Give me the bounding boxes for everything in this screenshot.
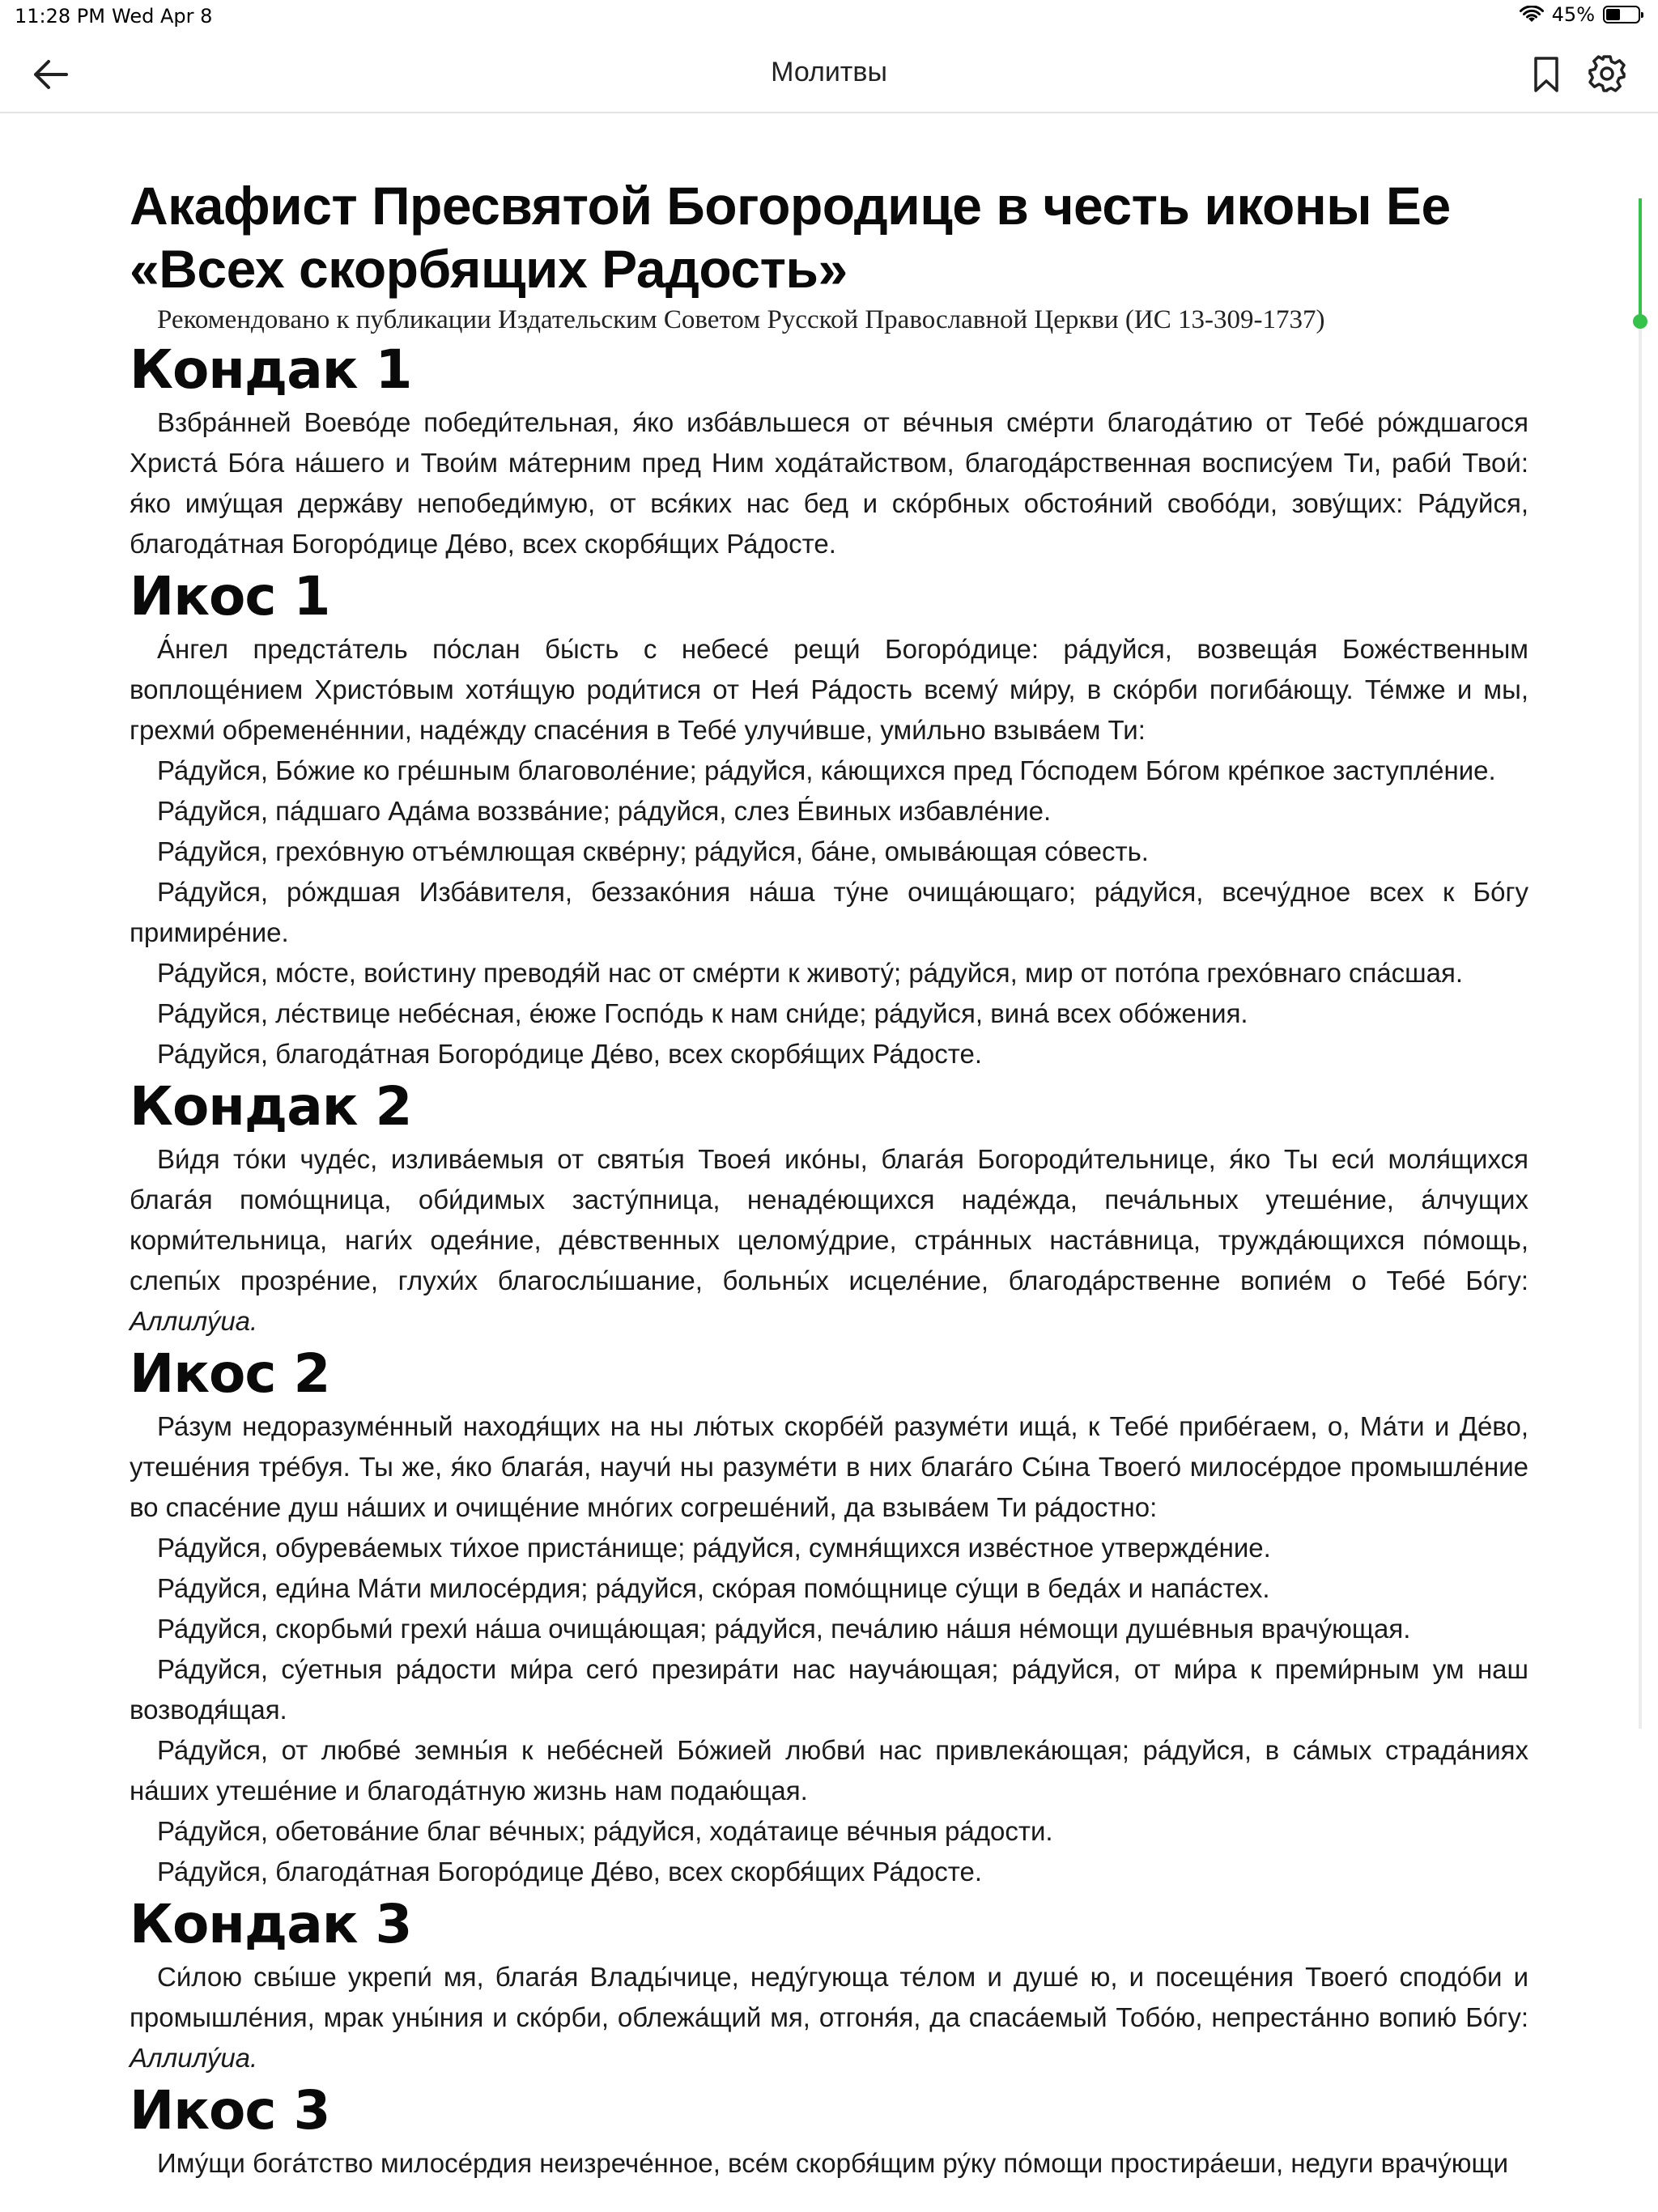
reader-content — [130, 174, 1528, 2184]
paragraph-text: Ра́дуйся, обетова́ние благ ве́чных; ра́дуйся, хода́таице ве́чныя ра́дости. — [157, 1816, 1053, 1846]
section-heading: Икос 3 — [130, 2079, 330, 2142]
prayer-paragraph — [130, 1406, 1528, 1528]
prayer-paragraph — [130, 791, 1528, 832]
prayer-paragraph — [130, 1852, 1528, 1892]
scroll-progress-bar — [1639, 198, 1642, 321]
status-date: Wed Apr 8 — [112, 5, 213, 28]
scroll-track[interactable] — [1639, 198, 1642, 1729]
alleluia-refrain: Аллилу́иа. — [130, 2043, 258, 2073]
prayer-paragraph — [130, 993, 1528, 1034]
prayer-paragraph — [130, 1034, 1528, 1074]
section-heading: Кондак 1 — [130, 338, 412, 401]
prayer-paragraph — [130, 872, 1528, 953]
paragraph-text: Ра́дуйся, па́дшаго Ада́ма воззва́ние; ра́дуйся, слез Е́виных избавле́ние. — [157, 796, 1052, 826]
paragraph-text: Иму́щи бога́тство милосе́рдия неизрече́нное, все́м скорбя́щим ру́ку по́мощи простира́еши, недуги врачу́ющи — [157, 2148, 1509, 2178]
section-heading: Икос 1 — [130, 565, 330, 627]
sections-container — [130, 338, 1528, 2184]
paragraph-text: А́нгел предста́тель по́слан бы́сть с небесе́ рещи́ Богоро́дице: ра́дуйся, возвеща́я Боже́ственным воплоще́нием Христо́вым хотя́щую роди́тися от Нея́ Ра́дость всему́ ми́ру, в ско́рби погиба́ющу. Те́мже и мы, грехми́ обремене́ннии, наде́жду спасе́ния в Тебе́ улучи́вше, уми́льно взыва́ем Ти: — [130, 634, 1528, 745]
prayer-paragraph — [130, 629, 1528, 751]
bookmark-icon[interactable] — [1533, 55, 1560, 94]
prayer-section — [130, 564, 1528, 1074]
prayer-paragraph — [130, 402, 1528, 564]
paragraph-text: Ра́дуйся, ро́ждшая Изба́вителя, беззако́ния на́ша ту́не очища́ющаго; ра́дуйся, всечу́дное всех к Бо́гу примире́ние. — [130, 877, 1528, 947]
scroll-knob[interactable] — [1633, 314, 1647, 329]
prayer-paragraph — [130, 953, 1528, 993]
prayer-paragraph — [130, 1568, 1528, 1609]
nav-bar — [0, 36, 1658, 113]
prayer-section — [130, 1074, 1528, 1342]
paragraph-text: Взбра́нней Воево́де победи́тельная, я́ко изба́вльшеся от ве́чныя сме́рти благода́тию от Тебе́ ро́ждшагося Христа́ Бо́га на́шего и Твои́м ма́терним пред Ним хода́тайством, благода́рственная воспису́ем Ти, раби́ Твои́: я́ко иму́щая держа́ву непобеди́мую, от вся́ких нас бед и ско́рбных обстоя́ний свобо́ди, зову́щих: Ра́дуйся, благода́тная Богоро́дице Де́во, всех скорбя́щих Ра́досте. — [130, 407, 1528, 559]
battery-percent: 45% — [1551, 3, 1595, 26]
section-heading: Кондак 2 — [130, 1075, 412, 1138]
paragraph-text: Ра́дуйся, обурева́емых ти́хое приста́нище; ра́дуйся, сумня́щихся изве́стное утвержде́ние. — [157, 1533, 1271, 1563]
paragraph-text: Ра́дуйся, мо́сте, вои́стину преводя́й нас от сме́рти к животу́; ра́дуйся, мир от пото́па грехо́внаго спа́сшая. — [157, 958, 1464, 988]
document-subtitle: Рекомендовано к публикации Издательским Советом Русской Православной Церкви (ИС 13-309-1737) — [157, 305, 1325, 334]
battery-icon — [1603, 6, 1640, 23]
prayer-paragraph — [130, 832, 1528, 872]
gear-icon[interactable] — [1587, 53, 1627, 94]
wifi-icon — [1520, 6, 1544, 23]
alleluia-refrain: Аллилу́иа. — [130, 1306, 258, 1336]
status-bar — [0, 0, 1658, 36]
paragraph-text: Ра́дуйся, ле́ствице небе́сная, е́юже Госпо́дь к нам сни́де; ра́дуйся, вина́ всех обо́жения. — [157, 998, 1248, 1028]
paragraph-text: Ра́дуйся, от любве́ земны́я к небе́сней Бо́жией любви́ нас привлека́ющая; ра́дуйся, в са́мых страда́ниях на́ших утеше́ние и благода́тную жизнь нам подаю́щая. — [130, 1735, 1528, 1806]
paragraph-text: Ра́дуйся, еди́на Ма́ти милосе́рдия; ра́дуйся, ско́рая помо́щнице су́щи в беда́х и напа́стех. — [157, 1573, 1270, 1603]
prayer-section — [130, 1892, 1528, 2078]
prayer-paragraph — [130, 2143, 1528, 2184]
paragraph-text: Ра́дуйся, су́етныя ра́дости ми́ра сего́ презира́ти нас науча́ющая; ра́дуйся, от ми́ра к преми́рным ум наш возводя́щая. — [130, 1654, 1528, 1725]
paragraph-text: Ра́дуйся, Бо́жие ко гре́шным благоволе́ние; ра́дуйся, ка́ющихся пред Го́сподем Бо́гом кре́пкое заступле́ние. — [157, 755, 1496, 785]
paragraph-text: Ра́дуйся, скорбьми́ грехи́ на́ша очища́ющая; ра́дуйся, печа́лию на́шя не́мощи душе́вныя врачу́ющая. — [157, 1614, 1411, 1644]
prayer-paragraph — [130, 1139, 1528, 1342]
document-title: Акафист Пресвятой Богородице в честь иконы Ее «Всех скорбящих Радость» — [130, 176, 1451, 299]
paragraph-text: Си́лою свы́ше укрепи́ мя, блага́я Влады́чице, неду́гующа те́лом и душе́ ю, и посеще́ния Твоего́ сподо́би и промышле́ния, мрак уны́ния и ско́рби, облежа́щий мя, отгоня́я, да спаса́емый Тобо́ю, непреста́нно вопию́ Бо́гу: — [130, 1962, 1528, 2032]
paragraph-text: Ра́дуйся, грехо́вную отъе́млющая скве́рну; ра́дуйся, ба́не, омыва́ющая со́весть. — [157, 836, 1149, 866]
prayer-paragraph — [130, 1528, 1528, 1568]
status-time: 11:28 PM — [15, 5, 105, 28]
paragraph-text: Ра́зум недоразуме́нный находя́щих на ны лю́тых скорбе́й разуме́ти ища́, к Тебе́ прибе́гаем, о, Ма́ти и Де́во, утеше́ния тре́буя. Ты же, я́ко блага́я, научи́ ны разуме́ти в них блага́го Сы́на Твоего́ милосе́рдое промышле́ние во спасе́ние душ на́ших и очище́ние мно́гих согреше́ний, да взыва́ем Ти ра́достно: — [130, 1411, 1528, 1522]
prayer-paragraph — [130, 1730, 1528, 1811]
prayer-section — [130, 338, 1528, 564]
status-right — [1520, 3, 1640, 26]
section-heading: Кондак 3 — [130, 1893, 412, 1955]
prayer-section — [130, 1342, 1528, 1892]
paragraph-text: Ви́дя то́ки чуде́с, излива́емыя от святы́я Твоея́ ико́ны, блага́я Богороди́тельнице, я́ко Ты еси́ моля́щихся блага́я помо́щница, оби́димых засту́пница, ненаде́ющихся наде́жда, печа́льных утеше́ние, а́лчущих корми́тельница, наги́х одея́ние, де́вственных целому́дрие, стра́нных наста́вница, тружда́ющихся по́мощь, слепы́х прозре́ние, глухи́х благослы́шание, больны́х исцеле́ние, благода́рственне вопие́м о Тебе́ Бо́гу: — [130, 1144, 1528, 1295]
prayer-paragraph — [130, 751, 1528, 791]
prayer-paragraph — [130, 1609, 1528, 1649]
section-heading: Икос 2 — [130, 1342, 330, 1405]
paragraph-text: Ра́дуйся, благода́тная Богоро́дице Де́во, всех скорбя́щих Ра́досте. — [157, 1039, 983, 1069]
paragraph-text: Ра́дуйся, благода́тная Богоро́дице Де́во, всех скорбя́щих Ра́досте. — [157, 1857, 983, 1887]
prayer-paragraph — [130, 1811, 1528, 1852]
nav-title: Молитвы — [771, 57, 887, 87]
prayer-section — [130, 2078, 1528, 2184]
prayer-paragraph — [130, 1649, 1528, 1730]
prayer-paragraph — [130, 1957, 1528, 2078]
